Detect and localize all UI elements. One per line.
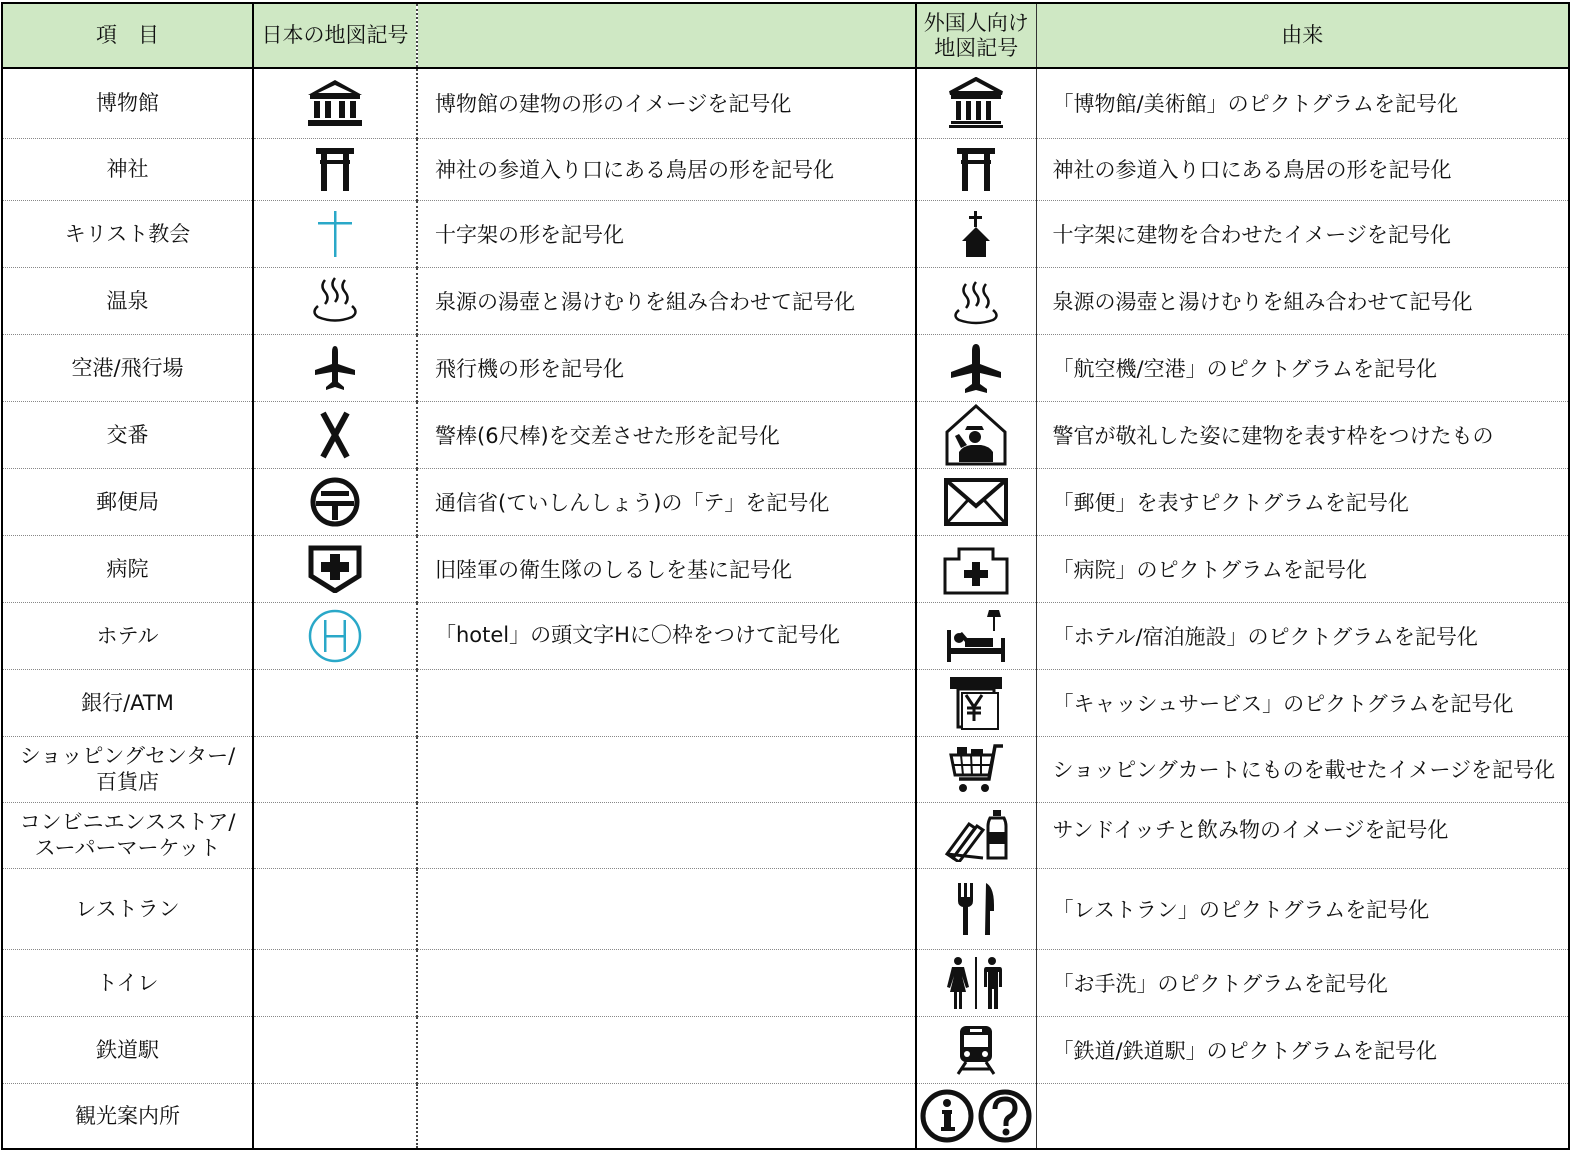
row-item-line2: スーパーマーケット [34,836,221,860]
table-row [2,802,1569,868]
row-origin: 「航空機/空港」のピクトグラムを記号化 [1036,334,1569,401]
row-jp-desc: 博物館の建物の形のイメージを記号化 [417,68,916,138]
row-foreign-symbol [916,1083,1036,1149]
row-foreign-symbol [916,401,1036,468]
train-icon [954,1024,998,1076]
row-jp-symbol [253,736,417,802]
row-origin: 「郵便」を表すピクトグラムを記号化 [1036,468,1569,535]
atm-yen-icon [946,675,1006,731]
museum-icon [305,78,365,128]
row-jp-symbol [253,334,417,401]
row-origin: 「博物館/美術館」のピクトグラムを記号化 [1036,68,1569,138]
airplane-icon [949,342,1003,394]
row-item: 観光案内所 [2,1083,253,1149]
row-item: 銀行/ATM [2,669,253,736]
table-row [2,949,1569,1016]
map-symbol-table [1,2,1570,1150]
row-foreign-symbol [916,267,1036,334]
row-jp-symbol [253,802,417,868]
row-jp-symbol [253,949,417,1016]
table-row [2,401,1569,468]
row-jp-symbol [253,1083,417,1149]
table-row [2,200,1569,267]
row-origin: 「キャッシュサービス」のピクトグラムを記号化 [1036,669,1569,736]
row-jp-desc: 旧陸軍の衛生隊のしるしを基に記号化 [417,535,916,602]
row-jp-desc [417,868,916,949]
shopping-cart-icon [947,743,1005,795]
row-jp-desc: 警棒(6尺棒)を交差させた形を記号化 [417,401,916,468]
police-box-icon [945,404,1007,466]
row-jp-desc: 泉源の湯壺と湯けむりを組み合わせて記号化 [417,267,916,334]
row-jp-desc [417,669,916,736]
table-row [2,334,1569,401]
crossed-batons-icon [317,410,353,460]
row-jp-desc [417,1016,916,1083]
table-row [2,669,1569,736]
row-origin: 泉源の湯壺と湯けむりを組み合わせて記号化 [1036,267,1569,334]
row-jp-desc: 十字架の形を記号化 [417,200,916,267]
row-item: 温泉 [2,267,253,334]
row-origin: 「レストラン」のピクトグラムを記号化 [1036,868,1569,949]
row-jp-symbol [253,200,417,267]
row-jp-symbol [253,602,417,669]
row-foreign-symbol [916,802,1036,868]
row-jp-symbol [253,138,417,200]
row-origin: ショッピングカートにものを載せたイメージを記号化 [1036,736,1569,802]
torii-icon [955,146,997,192]
row-origin [1036,1083,1569,1149]
row-foreign-symbol [916,669,1036,736]
row-foreign-symbol [916,138,1036,200]
row-foreign-symbol [916,736,1036,802]
hospital-shield-icon [308,545,362,593]
table-row [2,1083,1569,1149]
row-jp-desc [417,949,916,1016]
table-row [2,535,1569,602]
row-item: レストラン [2,868,253,949]
row-foreign-symbol [916,602,1036,669]
row-foreign-symbol [916,334,1036,401]
row-origin: 「お手洗」のピクトグラムを記号化 [1036,949,1569,1016]
row-item [2,736,253,802]
bed-icon [945,608,1007,664]
row-item: 博物館 [2,68,253,138]
row-item: 空港/飛行場 [2,334,253,401]
row-item-line1: コンビニエンスストア/ [19,810,236,834]
row-foreign-symbol [916,868,1036,949]
row-item-line1: ショッピングセンター/ [19,744,236,768]
row-jp-desc: 神社の参道入り口にある鳥居の形を記号化 [417,138,916,200]
row-item: 郵便局 [2,468,253,535]
header-foreign-symbol-line1: 外国人向け [923,10,1029,35]
row-origin: サンドイッチと飲み物のイメージを記号化 [1036,802,1569,868]
row-jp-desc [417,802,916,868]
row-jp-symbol [253,669,417,736]
table-row [2,868,1569,949]
fork-knife-icon [954,881,998,937]
row-origin: 神社の参道入り口にある鳥居の形を記号化 [1036,138,1569,200]
table-row [2,736,1569,802]
row-jp-symbol [253,68,417,138]
row-origin: 「ホテル/宿泊施設」のピクトグラムを記号化 [1036,602,1569,669]
header-jp-desc [417,3,916,68]
museum-pictogram-icon [947,77,1005,129]
row-origin: 「鉄道/鉄道駅」のピクトグラムを記号化 [1036,1016,1569,1083]
row-jp-symbol [253,1016,417,1083]
row-item: キリスト教会 [2,200,253,267]
row-jp-desc: 通信省(ていしんしょう)の「テ」を記号化 [417,468,916,535]
row-item: 病院 [2,535,253,602]
row-origin: 警官が敬礼した姿に建物を表す枠をつけたもの [1036,401,1569,468]
row-item: 交番 [2,401,253,468]
hot-spring-icon [310,276,360,326]
post-office-icon [309,476,361,528]
envelope-icon [943,477,1009,527]
row-foreign-symbol [916,68,1036,138]
header-origin: 由来 [1036,3,1569,68]
row-item: 鉄道駅 [2,1016,253,1083]
info-question-icon [919,1088,1033,1144]
hotel-h-icon [307,608,363,664]
row-origin: 十字架に建物を合わせたイメージを記号化 [1036,200,1569,267]
row-jp-symbol [253,267,417,334]
church-icon [958,209,994,259]
row-origin: 「病院」のピクトグラムを記号化 [1036,535,1569,602]
hospital-building-icon [943,543,1009,595]
torii-icon [314,146,356,192]
table-row [2,138,1569,200]
airplane-icon [313,344,357,392]
row-jp-desc: 「hotel」の頭文字Hに〇枠をつけて記号化 [417,602,916,669]
row-jp-desc: 飛行機の形を記号化 [417,334,916,401]
header-foreign-symbol-line2: 地図記号 [934,35,1019,60]
row-jp-symbol [253,868,417,949]
row-item-line2: 百貨店 [96,770,159,794]
table-row [2,468,1569,535]
table-row [2,602,1569,669]
row-foreign-symbol [916,200,1036,267]
cross-icon [315,209,355,259]
row-jp-desc [417,1083,916,1149]
sandwich-drink-icon [943,808,1009,862]
header-row [2,3,1569,68]
row-jp-symbol [253,535,417,602]
row-item: ホテル [2,602,253,669]
row-foreign-symbol [916,468,1036,535]
table-row [2,267,1569,334]
row-foreign-symbol [916,535,1036,602]
table-row [2,68,1569,138]
row-item: トイレ [2,949,253,1016]
hot-spring-icon [951,276,1001,326]
row-jp-symbol [253,401,417,468]
row-foreign-symbol [916,949,1036,1016]
row-item [2,802,253,868]
header-foreign-symbol [916,3,1036,68]
row-jp-symbol [253,468,417,535]
row-item: 神社 [2,138,253,200]
row-foreign-symbol [916,1016,1036,1083]
row-jp-desc [417,736,916,802]
table-row [2,1016,1569,1083]
restroom-icon [944,955,1008,1011]
header-item: 項 目 [2,3,253,68]
header-jp-symbol: 日本の地図記号 [253,3,417,68]
